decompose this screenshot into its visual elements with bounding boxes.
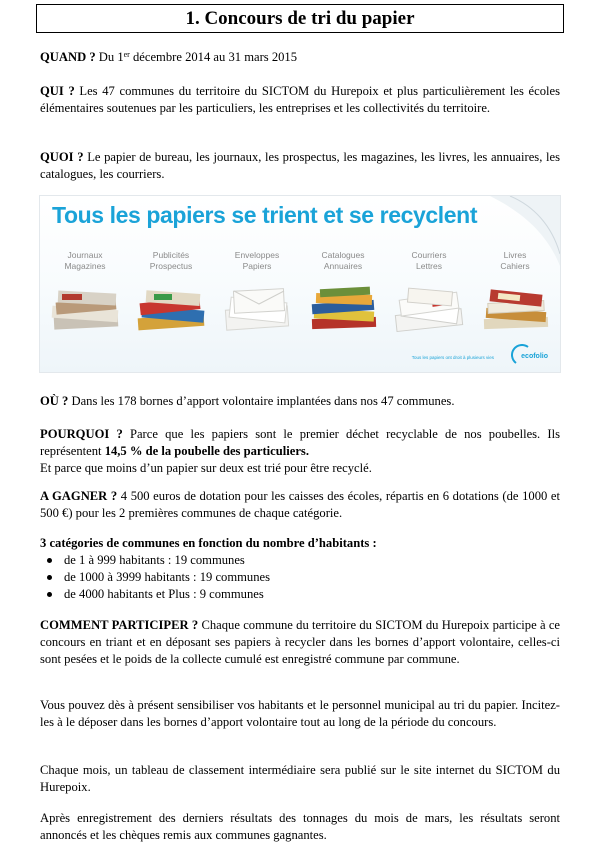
qui-label: QUI ?: [40, 84, 75, 98]
letters-pile-image: [392, 282, 468, 334]
pourquoi-bold: 14,5 % de la poubelle des particuliers.: [104, 444, 309, 458]
categories-heading: 3 catégories de communes en fonction du nombre d’habitants :: [40, 536, 377, 550]
page-title: 1. Concours de tri du papier: [36, 4, 564, 33]
category-journaux: [46, 250, 124, 272]
category-line2: Papiers: [242, 261, 272, 271]
gagner-label: A GAGNER ?: [40, 489, 118, 503]
category-courriers: [390, 250, 468, 272]
category-line1: Catalogues: [321, 250, 365, 260]
participer-paragraph: [40, 617, 560, 668]
ou-paragraph: [40, 393, 560, 410]
categories-list: [40, 552, 560, 603]
resultats-paragraph: Après enregistrement des derniers résultats des tonnages du mois de mars, les résultats seront annoncés et les chèques remis aux communes gagnantes.: [40, 811, 560, 842]
newspaper-pile-image: [48, 282, 124, 334]
quoi-paragraph: [40, 149, 560, 183]
quand-paragraph: [40, 49, 560, 66]
pourquoi-paragraph: [40, 426, 560, 477]
category-livres: [476, 250, 554, 272]
ou-label: OÙ ?: [40, 394, 69, 408]
qui-text: Les 47 communes du territoire du SICTOM du Hurepoix et plus particulièrement les écoles élémentaires soutenues par les particuliers, les entreprises et les collectivités du territoire.: [40, 84, 560, 115]
quoi-label: QUOI ?: [40, 150, 84, 164]
quand-text-post: décembre 2014 au 31 mars 2015: [129, 50, 298, 64]
pourquoi-text1: Parce que les papiers sont le premier déchet recyclable de nos poubelles. Ils représentent: [40, 427, 560, 458]
category-catalogues: [304, 250, 382, 272]
flyers-pile-image: [134, 282, 210, 334]
category-line1: Journaux: [67, 250, 103, 260]
category-line1: Enveloppes: [234, 250, 280, 260]
category-line1: Publicités: [152, 250, 190, 260]
category-enveloppes: [218, 250, 296, 272]
gagner-text: 4 500 euros de dotation pour les caisses des écoles, répartis en 6 dotations (de 1000 et 500 €) pour les 2 premières communes de chaque catégorie.: [40, 489, 560, 520]
quoi-text: Le papier de bureau, les journaux, les prospectus, les magazines, les livres, les annuaires, les catalogues, les courriers.: [40, 150, 560, 181]
quand-label: QUAND ?: [40, 50, 96, 64]
gagner-paragraph: [40, 488, 560, 522]
category-line2: Magazines: [64, 261, 106, 271]
category-line2: Prospectus: [149, 261, 193, 271]
list-item: de 1000 à 3999 habitants : 19 communes: [40, 569, 560, 586]
ecofolio-logo-text: ecofolio: [521, 353, 548, 360]
list-item: de 4000 habitants et Plus : 9 communes: [40, 586, 560, 603]
catalogues-pile-image: [306, 282, 382, 334]
banner-title: Tous les papiers se trient et se recyclent: [52, 202, 478, 228]
quand-text-pre: Du 1: [95, 50, 124, 64]
category-line2: Annuaires: [323, 261, 363, 271]
envelopes-pile-image: [220, 282, 296, 334]
books-pile-image: [478, 282, 554, 334]
pourquoi-text2: Et parce que moins d’un papier sur deux est trié pour être recyclé.: [40, 461, 372, 475]
quand-sup: er: [123, 50, 130, 59]
list-item: de 1 à 999 habitants : 19 communes: [40, 552, 560, 569]
sensibiliser-paragraph: Vous pouvez dès à présent sensibiliser vos habitants et le personnel municipal au tri du papier. Incitez-les à le déposer dans les bornes d’apport volontaire tout au long de la période du concours.: [40, 698, 560, 729]
category-line1: Livres: [503, 250, 527, 260]
qui-paragraph: [40, 83, 560, 117]
participer-label: COMMENT PARTICIPER ?: [40, 618, 199, 632]
banner-footnote: Tous les papiers ont droit à plusieurs vies: [411, 355, 494, 360]
category-line1: Courriers: [411, 250, 447, 260]
participer-text: Chaque commune du territoire du SICTOM du Hurepoix participe à ce concours en triant et en déposant ses papiers à recycler dans les bornes d’apport volontaire, celles-ci sont pesées et le poids de la collecte cumulé est enregistré commune par commune.: [40, 618, 560, 666]
ou-text: Dans les 178 bornes d’apport volontaire implantées dans nos 47 communes.: [68, 394, 455, 408]
category-line2: Lettres: [416, 261, 442, 271]
pourquoi-label: POURQUOI ?: [40, 427, 123, 441]
category-line2: Cahiers: [500, 261, 530, 271]
classement-paragraph: Chaque mois, un tableau de classement intermédiaire sera publié sur le site internet du SICTOM du Hurepoix.: [40, 763, 560, 794]
recycling-banner: [40, 196, 560, 372]
category-publicites: [132, 250, 210, 272]
